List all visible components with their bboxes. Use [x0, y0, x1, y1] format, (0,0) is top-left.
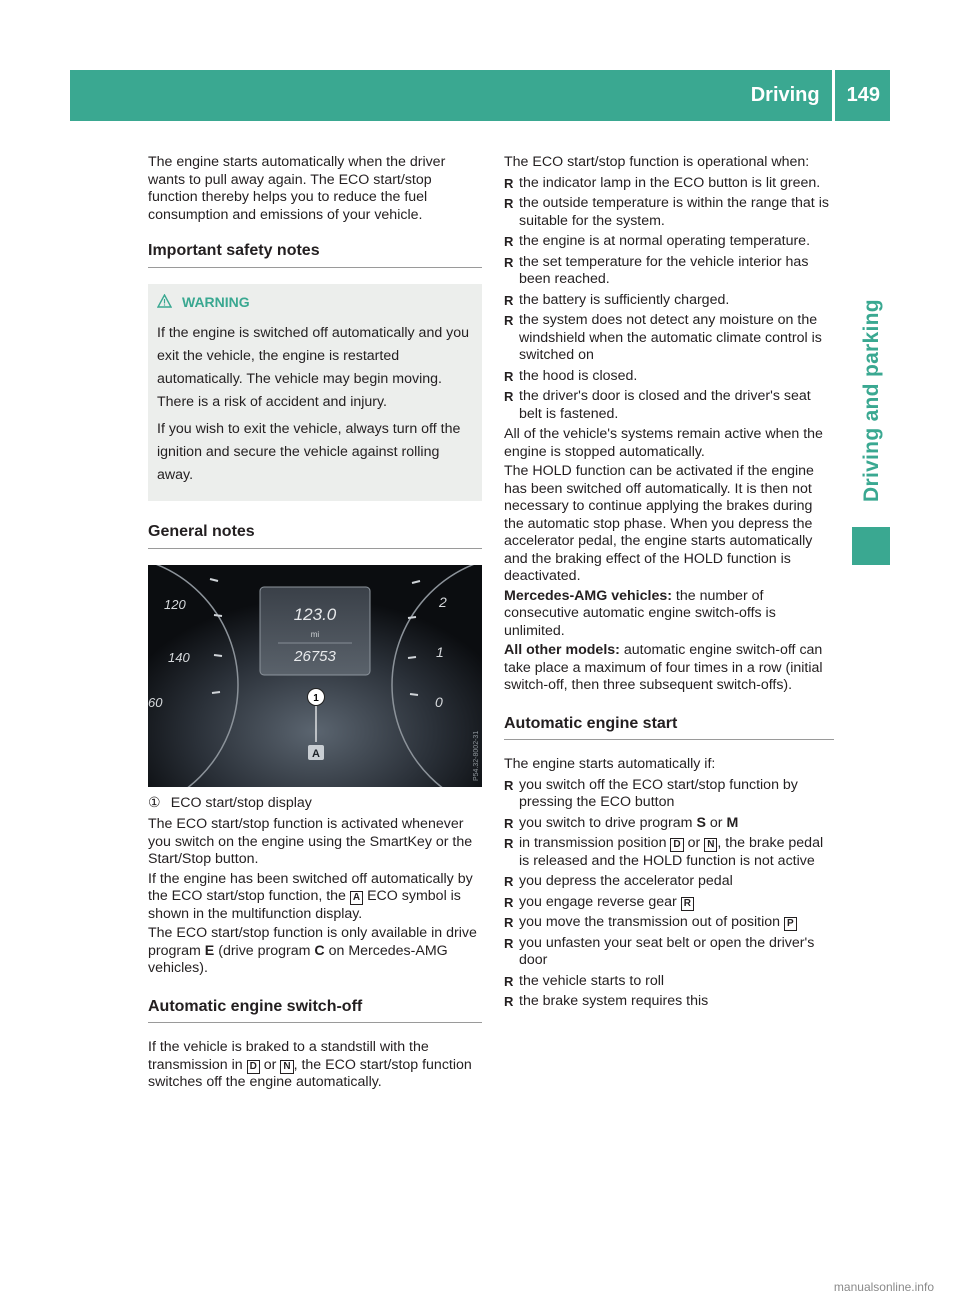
warning-triangle-icon — [157, 294, 172, 313]
warning-title: WARNING — [182, 294, 250, 310]
activation-paragraph: The ECO start/stop function is activated whenever you switch on the engine using the SmartKey or the Start/Stop button. — [148, 816, 473, 867]
switchoff-heading: Automatic engine switch-off — [148, 997, 363, 1015]
list-item-text: you unfasten your seat belt or open the driver's door — [519, 934, 815, 968]
gauge-label: 1 — [436, 643, 444, 660]
gear-r-icon: R — [681, 897, 694, 911]
other-models-paragraph — [504, 642, 834, 695]
caption-number: ① — [148, 794, 161, 811]
hold-paragraph: The HOLD function can be activated if the engine has been switched off automatically. It is then not necessary to continue applying the brakes during the automatic stop phase. When you depress the accelerator pedal, the engine starts automatically and the braking effect of the HOLD function is deactivated. — [504, 463, 814, 584]
list-item: R the driver's door is closed and the driver's seat belt is fastened. — [504, 388, 811, 422]
divider — [148, 267, 482, 268]
text-span: you engage reverse gear — [519, 893, 677, 910]
list-item-text: the set temperature for the vehicle interior has been reached. — [519, 253, 809, 287]
warning-text-2: If you wish to exit the vehicle, always turn off the ignition and secure the vehicle against rolling away. — [157, 421, 461, 483]
text-span: or — [263, 1056, 277, 1073]
instrument-cluster-image — [148, 565, 482, 787]
gear-n-icon: N — [704, 838, 717, 852]
footer-watermark: manualsonline.info — [833, 1280, 934, 1294]
list-item: R you move the transmission out of position P — [504, 914, 834, 932]
image-reference: P54.32-8002-31 — [473, 730, 480, 781]
drive-program-c: C — [314, 942, 325, 959]
text-span: in transmission position — [519, 835, 667, 851]
switched-off-paragraph — [148, 871, 482, 924]
right-column — [504, 154, 834, 1014]
list-item-text: the system does not detect any moisture on the windshield when the automatic climate control is switched on — [519, 312, 822, 363]
list-item: R the indicator lamp in the ECO button is lit green. — [504, 174, 821, 191]
list-item-text: the brake system requires this — [519, 993, 709, 1009]
section-title: Driving — [750, 84, 820, 106]
page-number: 149 — [846, 84, 880, 106]
text-span: automatic engine switch-off can take place a maximum of four times in a row (initial switch-off, then three subsequent switch-offs). — [504, 642, 823, 693]
list-item: R the battery is sufficiently charged. — [504, 291, 730, 308]
text-span: the number of consecutive automatic engine switch-offs is unlimited. — [504, 587, 776, 639]
text-span: ECO symbol is shown in the multifunction display. — [148, 888, 461, 922]
gauge-label: 120 — [164, 596, 186, 612]
drive-program-e: E — [204, 942, 215, 959]
gear-n-icon: N — [280, 1060, 293, 1074]
gear-p-icon: P — [784, 917, 797, 931]
other-models-label: All other models: — [504, 642, 620, 658]
amg-label: Mercedes-AMG vehicles: — [504, 587, 672, 604]
warning-text-1: If the engine is switched off automatically and you exit the vehicle, the engine is restarted automatically. The vehicle may begin moving. There is a risk of accident and injury. — [157, 325, 470, 410]
list-item-text: the hood is closed. — [519, 367, 638, 384]
list-item: R in transmission position D or N , the brake pedal is released and the HOLD function is not active — [504, 835, 824, 869]
drive-program-s: S — [696, 814, 706, 831]
list-item: R the set temperature for the vehicle interior has been reached. — [504, 253, 809, 287]
braked-paragraph — [148, 1039, 482, 1092]
eco-symbol-icon: A — [312, 747, 320, 760]
operational-intro: The ECO start/stop function is operational when: — [504, 154, 810, 170]
text-span: The ECO start/stop function is only available in drive program — [148, 925, 477, 959]
start-conditions-list — [504, 777, 834, 1011]
amg-paragraph — [504, 588, 834, 641]
list-item: R the outside temperature is within the range that is suitable for the system. — [504, 195, 829, 229]
divider — [148, 1022, 482, 1023]
warning-box — [148, 284, 482, 502]
callout-number: 1 — [313, 692, 319, 704]
program-paragraph — [148, 925, 482, 978]
unit-readout: mi — [310, 629, 320, 639]
list-item: R the hood is closed. — [504, 367, 638, 384]
list-item-text: the engine is at normal operating temperature. — [519, 233, 811, 249]
caption-text: ECO start/stop display — [170, 794, 312, 811]
conditions-list — [504, 175, 834, 424]
gauge-label: 0 — [435, 693, 443, 710]
odometer-readout: 26753 — [294, 647, 336, 665]
text-span: you move the transmission out of position — [519, 914, 781, 930]
side-tab-marker — [852, 527, 890, 565]
list-item-text: the outside temperature is within the range that is suitable for the system. — [519, 195, 829, 229]
list-item-text: the battery is sufficiently charged. — [519, 291, 730, 308]
list-item-text: the indicator lamp in the ECO button is lit green. — [519, 174, 821, 191]
text-span: If the engine has been switched off automatically by the ECO start/stop function, the — [148, 870, 473, 904]
text-span: or — [687, 835, 701, 851]
list-item: R the system does not detect any moisture on the windshield when the automatic climate control is switched on — [504, 312, 822, 363]
text-span: on Mercedes-AMG vehicles). — [148, 942, 448, 976]
text-span: , the brake pedal is released and the HOLD function is not active — [519, 835, 824, 869]
gear-d-icon: D — [670, 838, 683, 852]
divider — [148, 548, 482, 549]
list-item: R you switch off the ECO start/stop function by pressing the ECO button — [504, 776, 798, 810]
intro-paragraph: The engine starts automatically when the driver wants to pull away again. The ECO start/stop function thereby helps you to reduce the fuel consumption and emissions of your vehicle. — [148, 154, 446, 223]
list-item-text: you depress the accelerator pedal — [519, 873, 733, 889]
list-item: R the brake system requires this — [504, 993, 709, 1009]
general-heading: General notes — [148, 523, 255, 540]
page-header — [70, 70, 890, 121]
text-span: If the vehicle is braked to a standstill with the transmission in — [148, 1039, 429, 1073]
engine-start-heading: Automatic engine start — [504, 714, 678, 732]
list-item-text: the driver's door is closed and the driver's seat belt is fastened. — [519, 388, 811, 422]
speed-readout: 123.0 — [293, 604, 337, 624]
eco-symbol-icon: A — [350, 891, 363, 905]
left-column — [148, 154, 482, 1094]
gauge-label: 2 — [439, 593, 447, 610]
warning-header — [157, 294, 473, 313]
list-item: R you engage reverse gear R — [504, 894, 834, 912]
list-item: R the vehicle starts to roll — [504, 972, 665, 989]
divider — [504, 739, 834, 740]
list-item: R you unfasten your seat belt or open the driver's door — [504, 934, 815, 968]
drive-program-m: M — [726, 814, 739, 831]
gauge-label: 140 — [168, 649, 190, 665]
start-intro: The engine starts automatically if: — [504, 756, 716, 772]
list-item-text: the vehicle starts to roll — [519, 972, 665, 989]
text-span: , the ECO start/stop function switches off the engine automatically. — [148, 1056, 472, 1090]
text-span: (drive program — [218, 942, 311, 959]
systems-paragraph: All of the vehicle's systems remain active when the engine is stopped automatically. — [504, 426, 823, 460]
list-item: R you depress the accelerator pedal — [504, 873, 733, 889]
figure-caption — [148, 795, 482, 813]
safety-heading: Important safety notes — [148, 242, 320, 259]
list-item: R the engine is at normal operating temperature. — [504, 233, 811, 249]
gauge-label: 60 — [148, 694, 163, 710]
list-item: R you switch to drive program S or M — [504, 814, 739, 831]
list-item-text: you switch off the ECO start/stop function by pressing the ECO button — [519, 776, 798, 810]
side-tab-label: Driving and parking — [860, 299, 883, 502]
gear-d-icon: D — [247, 1060, 260, 1074]
text-span: or — [709, 814, 723, 831]
text-span: you switch to drive program — [519, 814, 693, 831]
